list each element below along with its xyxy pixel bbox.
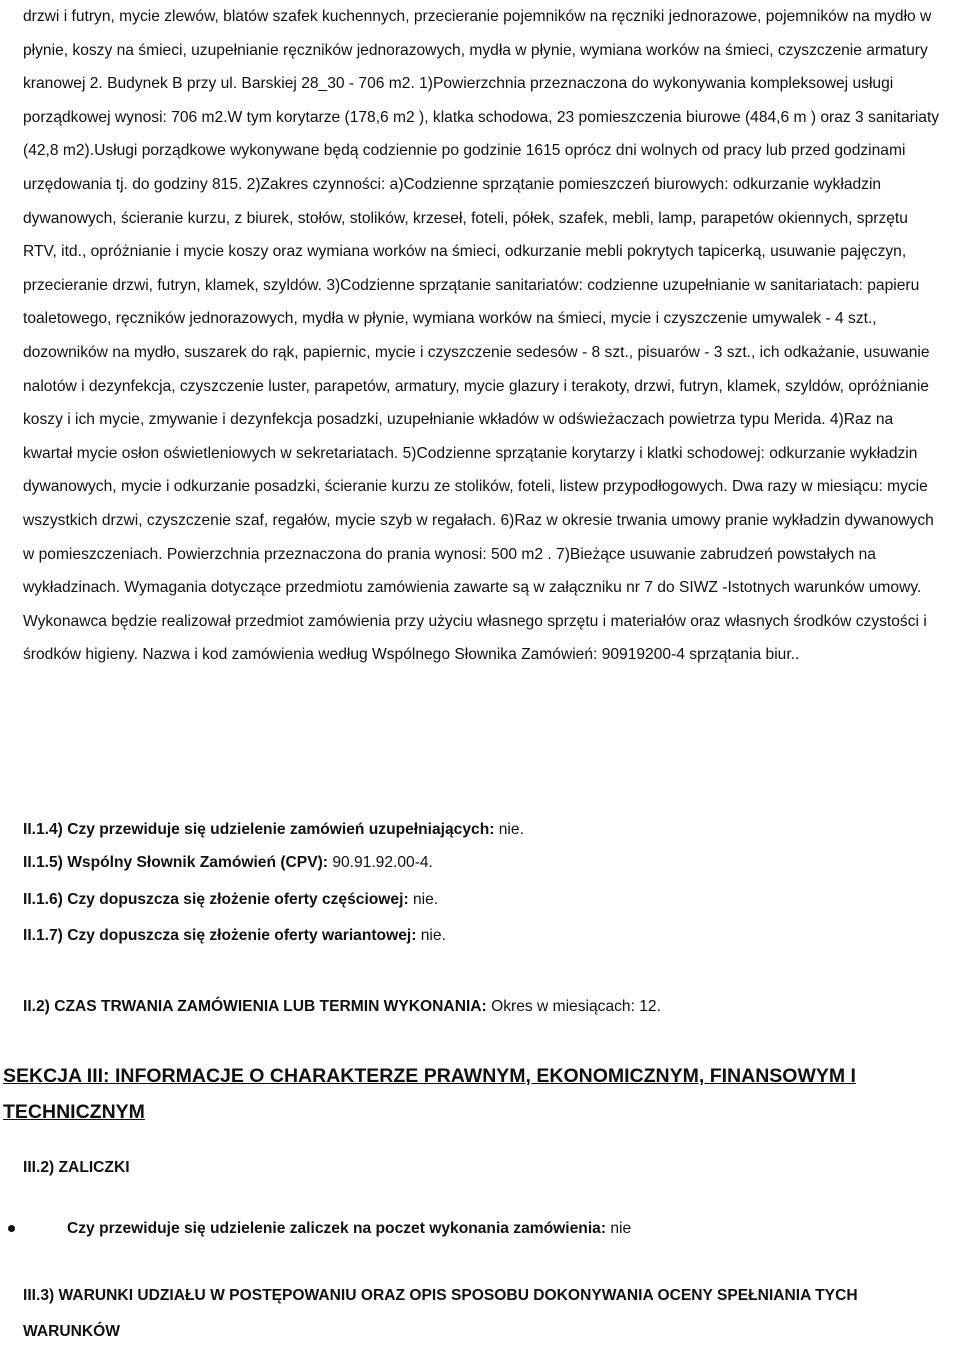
bullet-label: Czy przewiduje się udzielenie zaliczek na poczet wykonania zamówienia:: [67, 1220, 607, 1237]
item-value: nie.: [494, 821, 524, 838]
item-ii-2: [23, 997, 943, 1017]
item-value: nie.: [408, 891, 439, 908]
item-label: II.1.7) Czy dopuszcza się złożenie oferty wariantowej:: [23, 927, 417, 944]
item-ii-1-4: [23, 820, 943, 840]
item-label: II.1.6) Czy dopuszcza się złożenie oferty częściowej:: [23, 891, 409, 908]
item-label: II.1.5) Wspólny Słownik Zamówień (CPV):: [23, 854, 328, 871]
item-ii-1-7: [23, 926, 943, 946]
bullet-value: nie: [606, 1220, 632, 1237]
bullet-item: [0, 1219, 960, 1241]
item-label: II.1.4) Czy przewiduje się udzielenie zamówień uzupełniających:: [23, 821, 495, 838]
subsection-iii-2-heading: III.2) ZALICZKI: [23, 1159, 130, 1176]
subsection-iii-3-heading: III.3) WARUNKI UDZIAŁU W POSTĘPOWANIU ORAZ OPIS SPOSOBU DOKONYWANIA OCENY SPEŁNIANIA TYCH WARUNKÓW: [23, 1287, 858, 1340]
bullet-icon: [8, 1225, 15, 1232]
item-value: Okres w miesiącach: 12.: [486, 998, 661, 1015]
item-ii-1-6: [23, 890, 943, 910]
section-iii-heading: SEKCJA III: INFORMACJE O CHARAKTERZE PRAWNYM, EKONOMICZNYM, FINANSOWYM I TECHNICZNYM: [3, 1065, 856, 1123]
item-value: 90.91.92.00-4.: [327, 854, 433, 871]
body-paragraph: drzwi i futryn, mycie zlewów, blatów szafek kuchennych, przecieranie pojemników na ręczniki jednorazowe, pojemników na mydło w płynie, koszy na śmieci, uzupełnianie ręczników jednorazowych, mydła w płynie, wymiana worków na śmieci, czyszczenie armatury kranowej 2. Budynek B przy ul. Barskiej 28_30 - 706 m2. 1)Powierzchnia przeznaczona do wykonywania kompleksowej usługi porządkowej wynosi: 706 m2.W tym korytarze (178,6 m2 ), klatka schodowa, 23 pomieszczenia biurowe (484,6 m ) oraz 3 sanitariaty (42,8 m2).Usługi porządkowe wykonywane będą codziennie po godzinie 1615 oprócz dni wolnych od pracy lub przed godzinami urzędowania tj. do godziny 815. 2)Zakres czynności: a)Codzienne sprzątanie pomieszczeń biurowych: odkurzanie wykładzin dywanowych, ścieranie kurzu, z biurek, stołów, stolików, krzeseł, foteli, półek, szafek, mebli, lamp, parapetów okiennych, sprzętu RTV, itd., opróżnianie i mycie koszy oraz wymiana worków na śmieci, odkurzanie mebli pokrytych tapicerką, usuwanie pajęczyn, przecieranie drzwi, futryn, klamek, szyldów. 3)Codzienne sprzątanie sanitariatów: codzienne uzupełnianie w sanitariatach: papieru toaletowego, ręczników jednorazowych, mydła w płynie, wymiana worków na śmieci, mycie i czyszczenie umywalek - 4 szt., dozowników na mydło, suszarek do rąk, papiernic, mycie i czyszczenie sedesów - 8 szt., pisuarów - 3 szt., ich odkażanie, usuwanie nalotów i dezynfekcja, czyszczenie luster, parapetów, armatury, mycie glazury i terakoty, drzwi, futryn, klamek, szyldów, opróżnianie koszy i ich mycie, zmywanie i dezynfekcja posadzki, uzupełnianie wkładów w odświeżaczach powietrza typu Merida. 4)Raz na kwartał mycie osłon oświetleniowych w sekretariatach. 5)Codzienne sprzątanie korytarzy i klatki schodowej: odkurzanie wykładzin dywanowych, mycie i odkurzanie posadzki, ścieranie kurzu ze stolików, foteli, listew przypodłogowych. Dwa razy w miesiącu: mycie wszystkich drzwi, czyszczenie szaf, regałów, mycie szyb w regałach. 6)Raz w okresie trwania umowy pranie wykładzin dywanowych w pomieszczeniach. Powierzchnia przeznaczona do prania wynosi: 500 m2 . 7)Bieżące usuwanie zabrudzeń powstałych na wykładzinach. Wymagania dotyczące przedmiotu zamówienia zawarte są w załączniku nr 7 do SIWZ -Istotnych warunków umowy. Wykonawca będzie realizował przedmiot zamówienia przy użyciu własnego sprzętu i materiałów oraz własnych środków czystości i środków higieny. Nazwa i kod zamówienia według Wspólnego Słownika Zamówień: 90919200-4 sprzątania biur..: [23, 8, 940, 664]
item-label: II.2) CZAS TRWANIA ZAMÓWIENIA LUB TERMIN WYKONANIA:: [23, 998, 487, 1015]
item-ii-1-5: [23, 853, 943, 873]
bullet-text: [67, 1219, 631, 1239]
item-value: nie.: [416, 927, 446, 944]
